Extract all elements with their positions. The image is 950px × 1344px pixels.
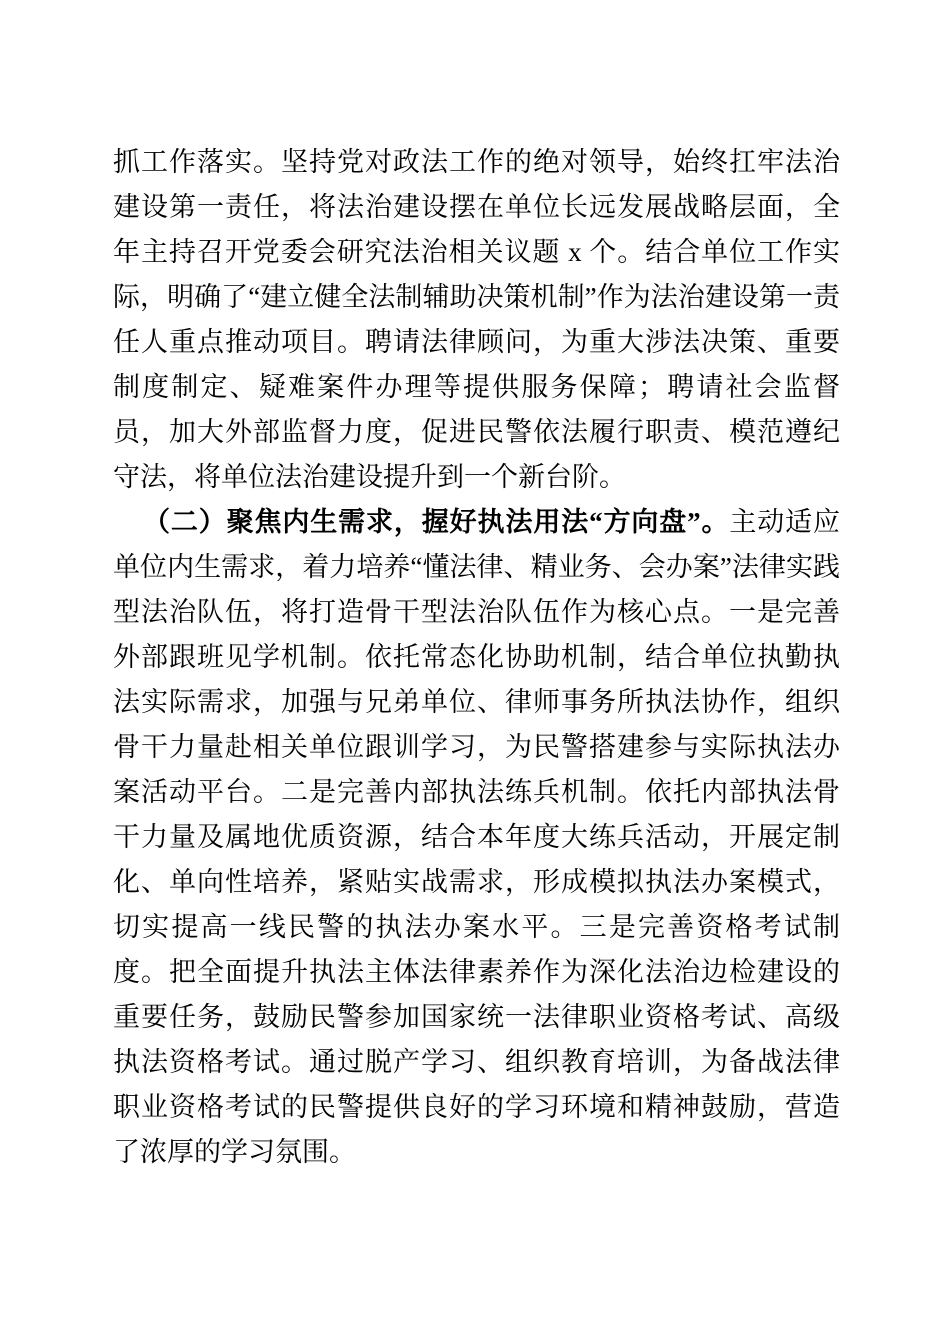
paragraph-section-2	[113, 500, 840, 1175]
document-content	[113, 140, 840, 1175]
paragraph-text: 主动适应单位内生需求，着力培养“懂法律、精业务、会办案”法律实践型法治队伍，将打造骨干型法治队伍作为核心点。一是完善外部跟班见学机制。依托常态化协助机制，结合单位执勤执法实际需求，加强与兄弟单位、律师事务所执法协作，组织骨干力量赴相关单位跟训学习，为民警搭建参与实际执法办案活动平台。二是完善内部执法练兵机制。依托内部执法骨干力量及属地优质资源，结合本年度大练兵活动，开展定制化、单向性培养，紧贴实战需求，形成模拟执法办案模式，切实提高一线民警的执法办案水平。三是完善资格考试制度。把全面提升执法主体法律素养作为深化法治边检建设的重要任务，鼓励民警参加国家统一法律职业资格考试、高级执法资格考试。通过脱产学习、组织教育培训，为备战法律职业资格考试的民警提供良好的学习环境和精神鼓励，营造了浓厚的学习氛围。	[113, 507, 840, 1167]
paragraph-continuation	[113, 140, 840, 500]
paragraph-text: 抓工作落实。坚持党对政法工作的绝对领导，始终扛牢法治建设第一责任，将法治建设摆在单位长远发展战略层面，全年主持召开党委会研究法治相关议题 x 个。结合单位工作实际，明确了“建立健全法制辅助决策机制”作为法治建设第一责任人重点推动项目。聘请法律顾问，为重大涉法决策、重要制度制定、疑难案件办理等提供服务保障；聘请社会监督员，加大外部监督力度，促进民警依法履行职责、模范遵纪守法，将单位法治建设提升到一个新台阶。	[113, 147, 840, 492]
section-heading: （二）聚焦内生需求，握好执法用法“方向盘”。	[143, 507, 730, 537]
